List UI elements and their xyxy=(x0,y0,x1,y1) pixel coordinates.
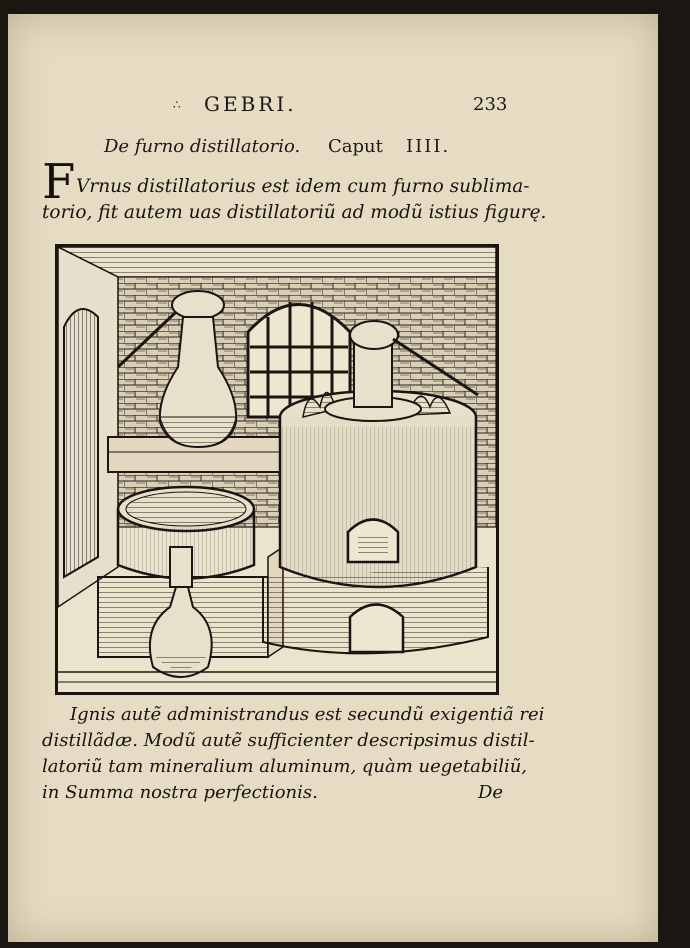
intro-line-1: Vrnus distillatorius est idem cum furno sublima- xyxy=(76,176,530,197)
paragraph-line-4: in Summa nostra perfectionis. xyxy=(42,782,318,803)
page-number: 233 xyxy=(473,94,508,115)
chapter-caput: Caput xyxy=(328,136,383,157)
running-head xyxy=(8,86,658,116)
running-head-title: GEBRI. xyxy=(204,92,297,116)
running-head-mark: ∴ xyxy=(173,98,181,112)
chapter-title: De furno distillatorio. xyxy=(104,136,301,157)
paragraph-line-2: distillãdæ. Modũ autẽ sufficienter descripsimus distil- xyxy=(42,730,535,751)
ceiling xyxy=(58,247,496,277)
intro-line-2: torio, fit autem uas distillatoriũ ad modũ istius figurę. xyxy=(42,202,547,223)
chapter-number: IIII. xyxy=(406,136,451,157)
drop-cap: F xyxy=(42,154,76,210)
paragraph-line-3: latoriũ tam mineralium aluminum, quàm uegetabiliũ, xyxy=(42,756,528,777)
book-page xyxy=(8,14,658,942)
catchword: De xyxy=(478,782,504,803)
doorway xyxy=(64,309,98,577)
paragraph-line-1: Ignis autẽ administrandus est secundũ exigentiã rei xyxy=(70,704,545,725)
woodcut-illustration xyxy=(55,244,499,695)
distillation-furnace-drawing xyxy=(58,247,496,692)
